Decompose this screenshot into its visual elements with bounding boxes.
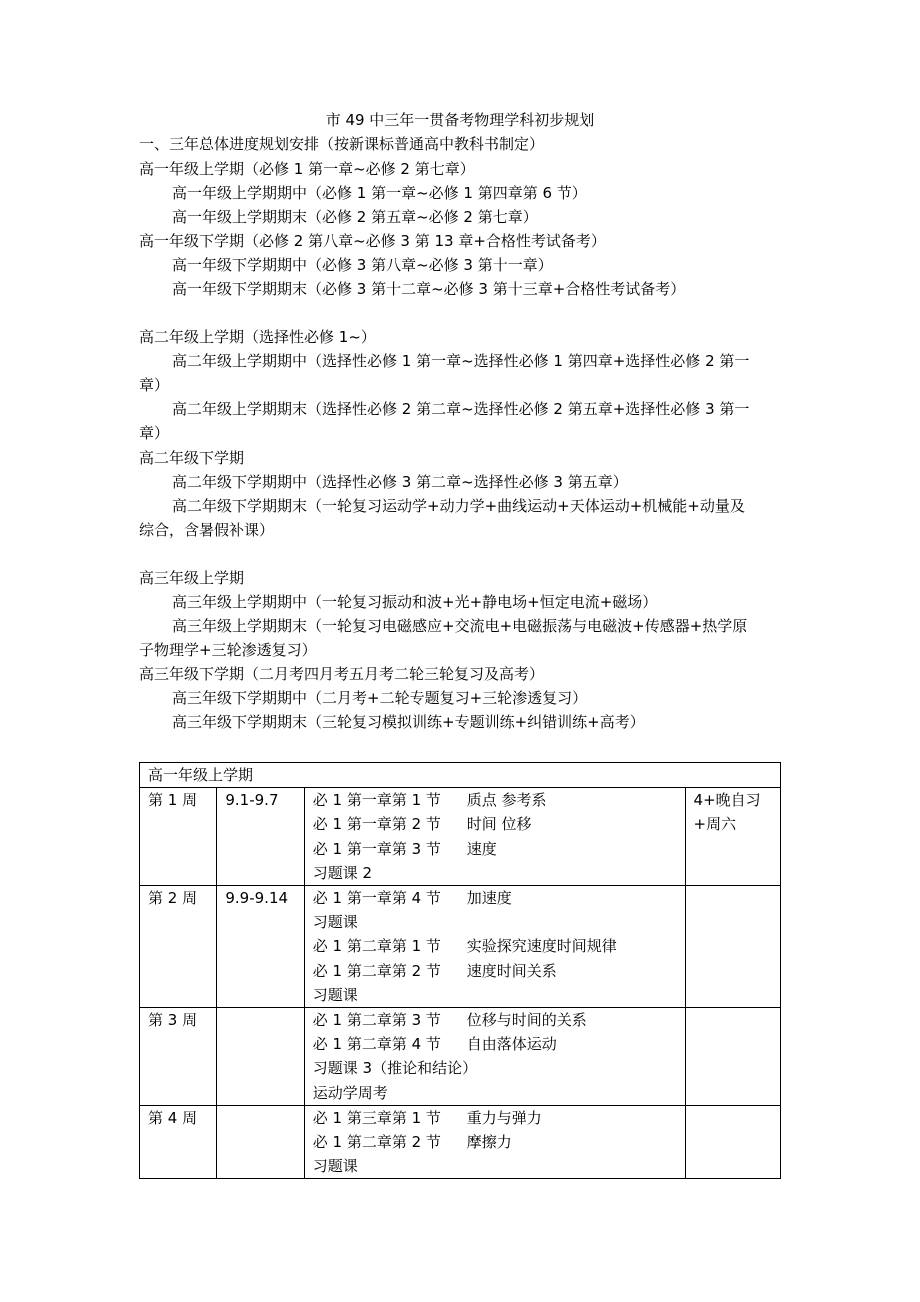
week-cell: 第 3 周 [140, 1008, 217, 1106]
note-cell [685, 1008, 780, 1106]
lesson-item: 习题课 3（推论和结论） [312, 1059, 478, 1078]
plan-g1-sem1-mid: 高一年级上学期期中（必修 1 第一章~必修 1 第四章第 6 节） [172, 184, 587, 202]
dates-cell: 9.1-9.7 [217, 788, 304, 886]
table-header: 高一年级上学期 [140, 763, 781, 788]
lesson-item: 必 1 第二章第 3 节 位移与时间的关系 [312, 1011, 587, 1030]
plan-g2-sem1-mid: 高二年级上学期期中（选择性必修 1 第一章~选择性必修 1 第四章+选择性必修 2 第一 [172, 352, 750, 370]
table-row [140, 1008, 781, 1106]
note-cell: 4+晚自习+周六 [685, 788, 780, 886]
table-header-row [140, 763, 781, 788]
plan-g3-sem1-end: 高三年级上学期期末（一轮复习电磁感应+交流电+电磁振荡与电磁波+传感器+热学原 [172, 617, 748, 635]
lesson-item: 必 1 第二章第 1 节 实验探究速度时间规律 [312, 937, 617, 956]
table-row [140, 886, 781, 1008]
lesson-item: 习题课 2 [312, 863, 373, 882]
lesson-item: 必 1 第三章第 1 节 重力与弹力 [312, 1108, 542, 1127]
lesson-item: 习题课 [312, 985, 358, 1004]
lesson-item: 必 1 第一章第 3 节 速度 [312, 839, 497, 858]
week-cell: 第 4 周 [140, 1105, 217, 1179]
lesson-item: 必 1 第一章第 4 节 加速度 [312, 889, 512, 908]
plan-g2-sem2-end-cont: 综合，含暑假补课） [139, 521, 275, 539]
plan-g2-sem1: 高二年级上学期（选择性必修 1~） [139, 328, 376, 346]
plan-g1-sem2: 高一年级下学期（必修 2 第八章~必修 3 第 13 章+合格性考试备考） [139, 232, 606, 250]
lesson-item: 必 1 第一章第 1 节 质点 参考系 [312, 791, 547, 810]
plan-g2-sem2-end: 高二年级下学期期末（一轮复习运动学+动力学+曲线运动+天体运动+机械能+动量及 [172, 497, 745, 515]
document-title: 市 49 中三年一贯备考物理学科初步规划 [325, 111, 595, 129]
plan-g3-sem2-mid: 高三年级下学期期中（二月考+二轮专题复习+三轮渗透复习） [172, 689, 588, 707]
plan-g2-sem2: 高二年级下学期 [139, 449, 245, 467]
lesson-item: 必 1 第一章第 2 节 时间 位移 [312, 815, 532, 834]
plan-g2-sem1-mid-cont: 章） [139, 376, 170, 394]
table-row [140, 1105, 781, 1179]
lessons-cell [304, 1105, 685, 1179]
dates-cell [217, 1008, 304, 1106]
section-heading: 一、三年总体进度规划安排（按新课标普通高中教科书制定） [139, 135, 545, 153]
table-row [140, 788, 781, 886]
note-cell [685, 886, 780, 1008]
plan-g3-sem1-end-cont: 子物理学+三轮渗透复习） [139, 641, 317, 659]
dates-cell [217, 1105, 304, 1179]
week-cell: 第 2 周 [140, 886, 217, 1008]
note-cell [685, 1105, 780, 1179]
plan-g1-sem1: 高一年级上学期（必修 1 第一章~必修 2 第七章） [139, 160, 475, 178]
plan-g1-sem2-mid: 高一年级下学期期中（必修 3 第八章~必修 3 第十一章） [172, 256, 553, 274]
lesson-item: 必 1 第二章第 2 节 速度时间关系 [312, 961, 557, 980]
plan-g1-sem1-end: 高一年级上学期期末（必修 2 第五章~必修 2 第七章） [172, 208, 538, 226]
lesson-item: 运动学周考 [312, 1083, 388, 1102]
lessons-cell [304, 788, 685, 886]
plan-g2-sem1-end-cont: 章） [139, 424, 170, 442]
lesson-item: 必 1 第二章第 4 节 自由落体运动 [312, 1035, 557, 1054]
plan-g2-sem1-end: 高二年级上学期期末（选择性必修 2 第二章~选择性必修 2 第五章+选择性必修 3 第一 [172, 400, 750, 418]
lessons-cell [304, 1008, 685, 1106]
lesson-item: 习题课 [312, 1157, 358, 1176]
plan-g3-sem1-mid: 高三年级上学期期中（一轮复习振动和波+光+静电场+恒定电流+磁场） [172, 593, 658, 611]
schedule-table [139, 762, 781, 1179]
plan-g1-sem2-end: 高一年级下学期期末（必修 3 第十二章~必修 3 第十三章+合格性考试备考） [172, 280, 686, 298]
plan-g2-sem2-mid: 高二年级下学期期中（选择性必修 3 第二章~选择性必修 3 第五章） [172, 473, 628, 491]
lesson-item: 必 1 第二章第 2 节 摩擦力 [312, 1133, 512, 1152]
plan-g3-sem2-end: 高三年级下学期期末（三轮复习模拟训练+专题训练+纠错训练+高考） [172, 713, 645, 731]
plan-g3-sem1: 高三年级上学期 [139, 569, 245, 587]
lesson-item: 习题课 [312, 913, 358, 932]
lessons-cell [304, 886, 685, 1008]
plan-g3-sem2: 高三年级下学期（二月考四月考五月考二轮三轮复习及高考） [139, 665, 545, 683]
dates-cell: 9.9-9.14 [217, 886, 304, 1008]
week-cell: 第 1 周 [140, 788, 217, 886]
